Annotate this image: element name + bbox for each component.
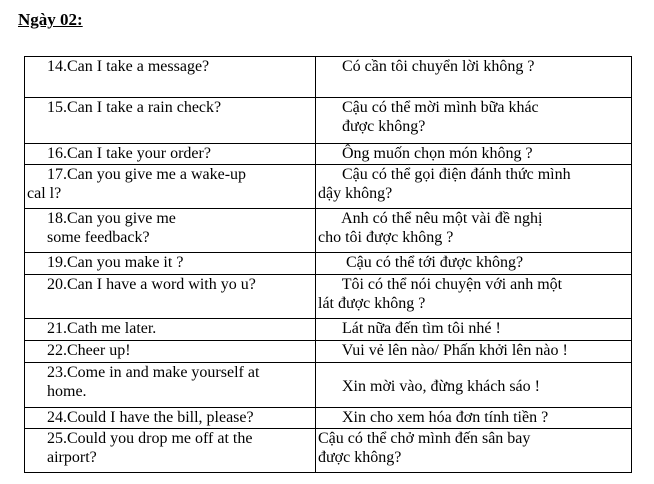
table-row (25, 319, 632, 341)
english-cell: 21.Cath me later. (25, 319, 316, 341)
vietnamese-cell: Cậu có thể mời mình bữa khác được không? (316, 98, 632, 144)
vietnamese-cell: Ông muốn chọn món không ? (316, 144, 632, 165)
table-row (25, 363, 632, 408)
vietnamese-cell: Xin mời vào, đừng khách sáo ! (316, 363, 632, 408)
table-row (25, 98, 632, 144)
table-row (25, 57, 632, 98)
table-row (25, 275, 632, 319)
english-cell: 22.Cheer up! (25, 341, 316, 363)
vietnamese-cell: Tôi có thể nói chuyện với anh một lát được không ? (316, 275, 632, 319)
vietnamese-cell: Có cần tôi chuyển lời không ? (316, 57, 632, 98)
vietnamese-cell: Vui vẻ lên nào/ Phấn khởi lên nào ! (316, 341, 632, 363)
english-cell: 23.Come in and make yourself at home. (25, 363, 316, 408)
vietnamese-cell: Xin cho xem hóa đơn tính tiền ? (316, 408, 632, 429)
phrase-table (24, 56, 632, 473)
table-row (25, 408, 632, 429)
table-row (25, 253, 632, 275)
vietnamese-cell: Lát nữa đến tìm tôi nhé ! (316, 319, 632, 341)
vietnamese-cell: Cậu có thể chở mình đến sân bay được không? (316, 429, 632, 473)
english-cell: 16.Can I take your order? (25, 144, 316, 165)
vietnamese-cell: Cậu có thể tới được không? (316, 253, 632, 275)
table-row (25, 429, 632, 473)
page-heading: Ngày 02: (18, 10, 83, 29)
english-cell: 19.Can you make it ? (25, 253, 316, 275)
english-cell: 17.Can you give me a wake-up cal l? (25, 165, 316, 209)
english-cell: 14.Can I take a message? (25, 57, 316, 98)
english-cell: 15.Can I take a rain check? (25, 98, 316, 144)
table-row (25, 341, 632, 363)
vietnamese-cell: Anh có thể nêu một vài đề nghị cho tôi được không ? (316, 209, 632, 253)
vietnamese-cell: Cậu có thể gọi điện đánh thức mình dậy không? (316, 165, 632, 209)
table-row (25, 209, 632, 253)
english-cell: 24.Could I have the bill, please? (25, 408, 316, 429)
table-row (25, 144, 632, 165)
english-cell: 25.Could you drop me off at the airport? (25, 429, 316, 473)
english-cell: 20.Can I have a word with yo u? (25, 275, 316, 319)
english-cell: 18.Can you give me some feedback? (25, 209, 316, 253)
table-row (25, 165, 632, 209)
